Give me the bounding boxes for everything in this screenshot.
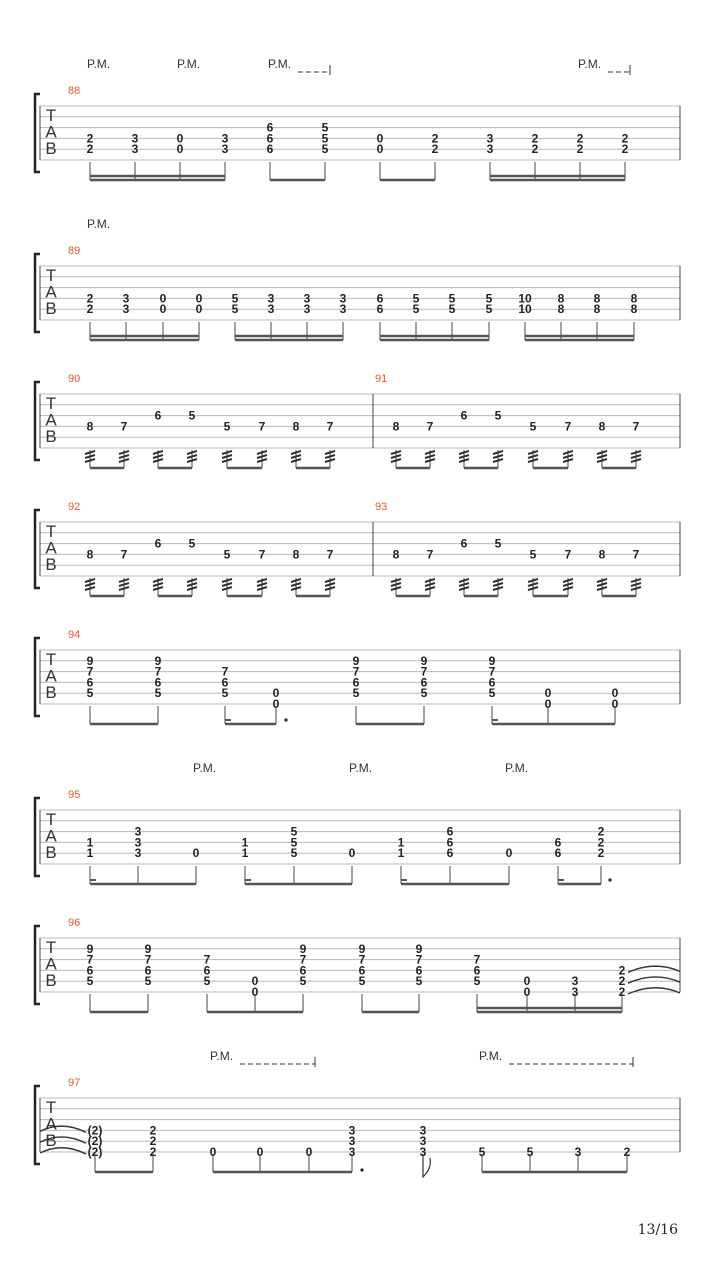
fret-number: 3 <box>122 291 130 306</box>
fret-number: 2 <box>149 1134 157 1149</box>
fret-number: 5 <box>299 974 307 989</box>
fret-number: 3 <box>134 846 142 861</box>
fret-number: 3 <box>571 974 579 989</box>
fret-number: 5 <box>231 302 239 317</box>
fret-number: 0 <box>272 686 280 701</box>
fret-number: (2) <box>87 1145 103 1159</box>
palm-mute-label: P.M. <box>578 57 602 71</box>
fret-number: 5 <box>144 974 152 989</box>
fret-number: 7 <box>426 419 434 434</box>
fret-number: 1 <box>397 846 405 861</box>
fret-number: 2 <box>618 974 626 989</box>
fret-number: 5 <box>529 547 537 562</box>
fret-number: 7 <box>564 547 572 562</box>
fret-number: 6 <box>460 408 468 423</box>
fret-number: 5 <box>473 974 481 989</box>
fret-number: 0 <box>611 686 619 701</box>
fret-number: 5 <box>478 1145 486 1159</box>
fret-number: 6 <box>86 963 94 978</box>
fret-number: 8 <box>557 302 565 317</box>
tab-clef-letter: A <box>45 1114 57 1134</box>
tab-clef-letter: A <box>45 538 57 558</box>
fret-number: 6 <box>358 963 366 978</box>
fret-number: 0 <box>305 1145 313 1159</box>
fret-number: 8 <box>392 419 400 434</box>
fret-number: 6 <box>460 536 468 551</box>
tab-clef-letter: B <box>45 843 57 862</box>
bar-number: 91 <box>375 373 388 385</box>
fret-number: 3 <box>303 302 311 317</box>
fret-number: 5 <box>231 291 239 306</box>
fret-number: 5 <box>526 1145 534 1159</box>
fret-number: 6 <box>154 408 162 423</box>
fret-number: 0 <box>505 846 513 861</box>
fret-number: 5 <box>412 291 420 306</box>
fret-number: 7 <box>144 952 152 967</box>
bar-number: 89 <box>68 245 81 257</box>
fret-number: 5 <box>448 302 456 317</box>
bar-number: 94 <box>68 629 81 641</box>
fret-number: 6 <box>415 963 423 978</box>
fret-number: 7 <box>258 419 266 434</box>
fret-number: 0 <box>176 142 184 157</box>
fret-number: 3 <box>122 302 130 317</box>
tab-clef-letter: A <box>45 826 57 846</box>
rhythm-dot <box>608 878 611 881</box>
system-bracket <box>35 798 40 876</box>
palm-mute-label: P.M. <box>505 761 529 775</box>
fret-number: 5 <box>494 408 502 423</box>
palm-mute-label: P.M. <box>87 217 111 231</box>
fret-number: 2 <box>531 142 539 157</box>
fret-number: 5 <box>494 536 502 551</box>
fret-number: 2 <box>149 1123 157 1138</box>
fret-number: 6 <box>554 846 562 861</box>
fret-number: 7 <box>86 952 94 967</box>
fret-number: 5 <box>290 846 298 861</box>
fret-number: 9 <box>144 941 152 956</box>
fret-number: 5 <box>485 302 493 317</box>
fret-number: 9 <box>358 941 366 956</box>
fret-number: 6 <box>376 302 384 317</box>
fret-number: 2 <box>597 835 605 850</box>
fret-number: 2 <box>86 291 94 306</box>
fret-number: 2 <box>86 131 94 146</box>
fret-number: 2 <box>531 131 539 146</box>
fret-number: 0 <box>376 131 384 146</box>
rhythm-dot <box>360 1168 363 1171</box>
fret-number: 2 <box>621 142 629 157</box>
fret-number: 2 <box>618 963 626 978</box>
fret-number: 5 <box>412 302 420 317</box>
fret-number: 5 <box>188 408 196 423</box>
fret-number: 8 <box>630 291 638 306</box>
fret-number: 5 <box>290 824 298 839</box>
fret-number: 7 <box>426 547 434 562</box>
bar-number: 95 <box>68 789 81 801</box>
fret-number: 3 <box>134 824 142 839</box>
fret-number: 1 <box>86 846 94 861</box>
fret-number: 7 <box>203 952 211 967</box>
fret-number: 8 <box>598 419 606 434</box>
fret-number: 8 <box>557 291 565 306</box>
fret-number: 5 <box>321 131 329 146</box>
fret-number: 8 <box>86 419 94 434</box>
fret-number: 6 <box>299 963 307 978</box>
fret-number: 0 <box>251 985 259 999</box>
fret-number: 7 <box>326 419 334 434</box>
fret-number: 6 <box>446 835 454 850</box>
fret-number: 6 <box>376 291 384 306</box>
fret-number: 3 <box>131 142 139 157</box>
fret-number: 8 <box>86 547 94 562</box>
fret-number: 7 <box>473 952 481 967</box>
fret-number: 6 <box>266 142 274 157</box>
fret-number: 6 <box>446 824 454 839</box>
fret-number: 3 <box>571 985 579 999</box>
fret-number: 3 <box>419 1123 427 1138</box>
fret-number: 0 <box>256 1145 264 1159</box>
system-bracket <box>35 510 40 588</box>
tab-clef-letter: T <box>45 650 57 669</box>
fret-number: 8 <box>593 291 601 306</box>
fret-number: 5 <box>86 974 94 989</box>
bar-number: 88 <box>68 85 81 97</box>
tab-clef-letter: T <box>45 266 57 285</box>
tab-clef-letter: A <box>45 666 57 686</box>
fret-number: 8 <box>392 547 400 562</box>
tab-clef-letter: T <box>45 522 57 541</box>
fret-number: 6 <box>446 846 454 861</box>
fret-number: 5 <box>448 291 456 306</box>
fret-number: 6 <box>154 536 162 551</box>
fret-number: 7 <box>221 664 229 679</box>
fret-number: 5 <box>221 686 229 701</box>
fret-number: 7 <box>564 419 572 434</box>
fret-number: 1 <box>241 846 249 861</box>
tab-clef-letter: B <box>45 139 57 158</box>
tab-clef-letter: T <box>45 1098 57 1117</box>
fret-number: 7 <box>154 664 162 679</box>
tab-clef-letter: A <box>45 122 57 142</box>
fret-number: 2 <box>431 131 439 146</box>
fret-number: 0 <box>376 142 384 157</box>
page-number: 13/16 <box>637 1222 678 1238</box>
tie-curve <box>628 977 680 983</box>
fret-number: 6 <box>154 675 162 690</box>
tab-clef-letter: T <box>45 106 57 125</box>
fret-number: 7 <box>488 664 496 679</box>
palm-mute-label: P.M. <box>210 1049 234 1063</box>
fret-number: 7 <box>632 419 640 434</box>
fret-number: 2 <box>623 1145 631 1159</box>
fret-number: 6 <box>554 835 562 850</box>
fret-number: 6 <box>266 120 274 135</box>
system-bracket <box>35 926 40 1004</box>
fret-number: 1 <box>397 835 405 850</box>
bar-number: 97 <box>68 1077 81 1089</box>
fret-number: 0 <box>611 697 619 711</box>
fret-number: 9 <box>352 653 360 668</box>
fret-number: 10 <box>518 302 532 317</box>
fret-number: 5 <box>321 142 329 157</box>
fret-number: 5 <box>352 686 360 701</box>
fret-number: 7 <box>326 547 334 562</box>
fret-number: 2 <box>618 985 626 999</box>
fret-number: 5 <box>488 686 496 701</box>
fret-number: 5 <box>154 686 162 701</box>
fret-number: 2 <box>431 142 439 157</box>
fret-number: 5 <box>223 419 231 434</box>
palm-mute-label: P.M. <box>193 761 217 775</box>
fret-number: 2 <box>597 846 605 861</box>
fret-number: 5 <box>420 686 428 701</box>
tab-clef-letter: A <box>45 410 57 430</box>
tab-clef-letter: T <box>45 394 57 413</box>
fret-number: 3 <box>131 131 139 146</box>
fret-number: 0 <box>348 846 356 861</box>
fret-number: 3 <box>486 131 494 146</box>
fret-number: 6 <box>221 675 229 690</box>
fret-number: 10 <box>518 291 532 306</box>
fret-number: 3 <box>486 142 494 157</box>
fret-number: 8 <box>598 547 606 562</box>
fret-number: 2 <box>86 302 94 317</box>
palm-mute-label: P.M. <box>268 57 292 71</box>
fret-number: 7 <box>415 952 423 967</box>
fret-number: 1 <box>86 835 94 850</box>
fret-number: 6 <box>473 963 481 978</box>
fret-number: 6 <box>488 675 496 690</box>
fret-number: 8 <box>630 302 638 317</box>
fret-number: 9 <box>86 941 94 956</box>
fret-number: 3 <box>303 291 311 306</box>
bar-number: 93 <box>375 501 388 513</box>
bar-number: 96 <box>68 917 81 929</box>
fret-number: 5 <box>358 974 366 989</box>
fret-number: 3 <box>348 1123 356 1138</box>
tab-clef-letter: B <box>45 683 57 702</box>
fret-number: 7 <box>420 664 428 679</box>
fret-number: 9 <box>154 653 162 668</box>
system-bracket <box>35 638 40 716</box>
bar-number: 90 <box>68 373 81 385</box>
fret-number: 3 <box>267 302 275 317</box>
tab-clef-letter: T <box>45 810 57 829</box>
fret-number: (2) <box>87 1123 103 1138</box>
fret-number: 9 <box>86 653 94 668</box>
fret-number: 8 <box>292 547 300 562</box>
fret-number: 7 <box>358 952 366 967</box>
fret-number: 8 <box>593 302 601 317</box>
tab-clef-letter: B <box>45 427 57 446</box>
fret-number: 0 <box>272 697 280 711</box>
fret-number: 2 <box>597 824 605 839</box>
fret-number: 5 <box>415 974 423 989</box>
tab-clef-letter: B <box>45 555 57 574</box>
fret-number: 0 <box>544 686 552 701</box>
fret-number: 3 <box>221 142 229 157</box>
fret-number: 7 <box>258 547 266 562</box>
fret-number: 9 <box>420 653 428 668</box>
grace-flag <box>423 1156 430 1177</box>
fret-number: 0 <box>159 291 167 306</box>
fret-number: 5 <box>529 419 537 434</box>
fret-number: 2 <box>576 131 584 146</box>
fret-number: 1 <box>241 835 249 850</box>
system-bracket <box>35 1086 40 1164</box>
palm-mute-label: P.M. <box>177 57 201 71</box>
fret-number: 0 <box>176 131 184 146</box>
fret-number: 5 <box>485 291 493 306</box>
fret-number: 5 <box>321 120 329 135</box>
tab-clef-letter: T <box>45 938 57 957</box>
fret-number: 0 <box>195 291 203 306</box>
fret-number: 6 <box>352 675 360 690</box>
fret-number: 6 <box>144 963 152 978</box>
fret-number: 3 <box>134 835 142 850</box>
system-bracket <box>35 94 40 172</box>
bar-number: 92 <box>68 501 81 513</box>
tab-clef-letter: B <box>45 1131 57 1150</box>
fret-number: 3 <box>348 1145 356 1159</box>
fret-number: 9 <box>415 941 423 956</box>
fret-number: 0 <box>159 302 167 317</box>
tab-clef-letter: B <box>45 971 57 990</box>
system-bracket <box>35 382 40 460</box>
palm-mute-label: P.M. <box>349 761 373 775</box>
tab-clef-letter: A <box>45 954 57 974</box>
fret-number: 0 <box>209 1145 217 1159</box>
fret-number: 5 <box>188 536 196 551</box>
fret-number: 3 <box>339 302 347 317</box>
fret-number: 6 <box>420 675 428 690</box>
fret-number: 5 <box>203 974 211 989</box>
fret-number: (2) <box>87 1134 103 1149</box>
tie-curve <box>628 988 680 994</box>
fret-number: 5 <box>86 686 94 701</box>
fret-number: 6 <box>266 131 274 146</box>
fret-number: 2 <box>86 142 94 157</box>
system-bracket <box>35 254 40 332</box>
fret-number: 6 <box>203 963 211 978</box>
palm-mute-label: P.M. <box>87 57 111 71</box>
fret-number: 7 <box>120 547 128 562</box>
fret-number: 3 <box>221 131 229 146</box>
tie-curve <box>628 966 680 972</box>
fret-number: 3 <box>348 1134 356 1149</box>
fret-number: 9 <box>488 653 496 668</box>
fret-number: 5 <box>290 835 298 850</box>
tab-clef-letter: A <box>45 282 57 302</box>
fret-number: 2 <box>576 142 584 157</box>
fret-number: 7 <box>299 952 307 967</box>
tab-clef-letter: B <box>45 299 57 318</box>
fret-number: 0 <box>523 974 531 989</box>
fret-number: 8 <box>292 419 300 434</box>
fret-number: 2 <box>621 131 629 146</box>
fret-number: 2 <box>149 1145 157 1159</box>
fret-number: 6 <box>86 675 94 690</box>
fret-number: 7 <box>120 419 128 434</box>
fret-number: 3 <box>419 1145 427 1159</box>
fret-number: 0 <box>251 974 259 989</box>
fret-number: 5 <box>223 547 231 562</box>
fret-number: 7 <box>352 664 360 679</box>
fret-number: 0 <box>523 985 531 999</box>
fret-number: 0 <box>192 846 200 861</box>
fret-number: 3 <box>267 291 275 306</box>
fret-number: 3 <box>419 1134 427 1149</box>
fret-number: 3 <box>339 291 347 306</box>
fret-number: 7 <box>632 547 640 562</box>
fret-number: 0 <box>544 697 552 711</box>
fret-number: 3 <box>574 1145 582 1159</box>
fret-number: 9 <box>299 941 307 956</box>
rhythm-dot <box>284 718 287 721</box>
fret-number: 7 <box>86 664 94 679</box>
fret-number: 0 <box>195 302 203 317</box>
palm-mute-label: P.M. <box>479 1049 503 1063</box>
